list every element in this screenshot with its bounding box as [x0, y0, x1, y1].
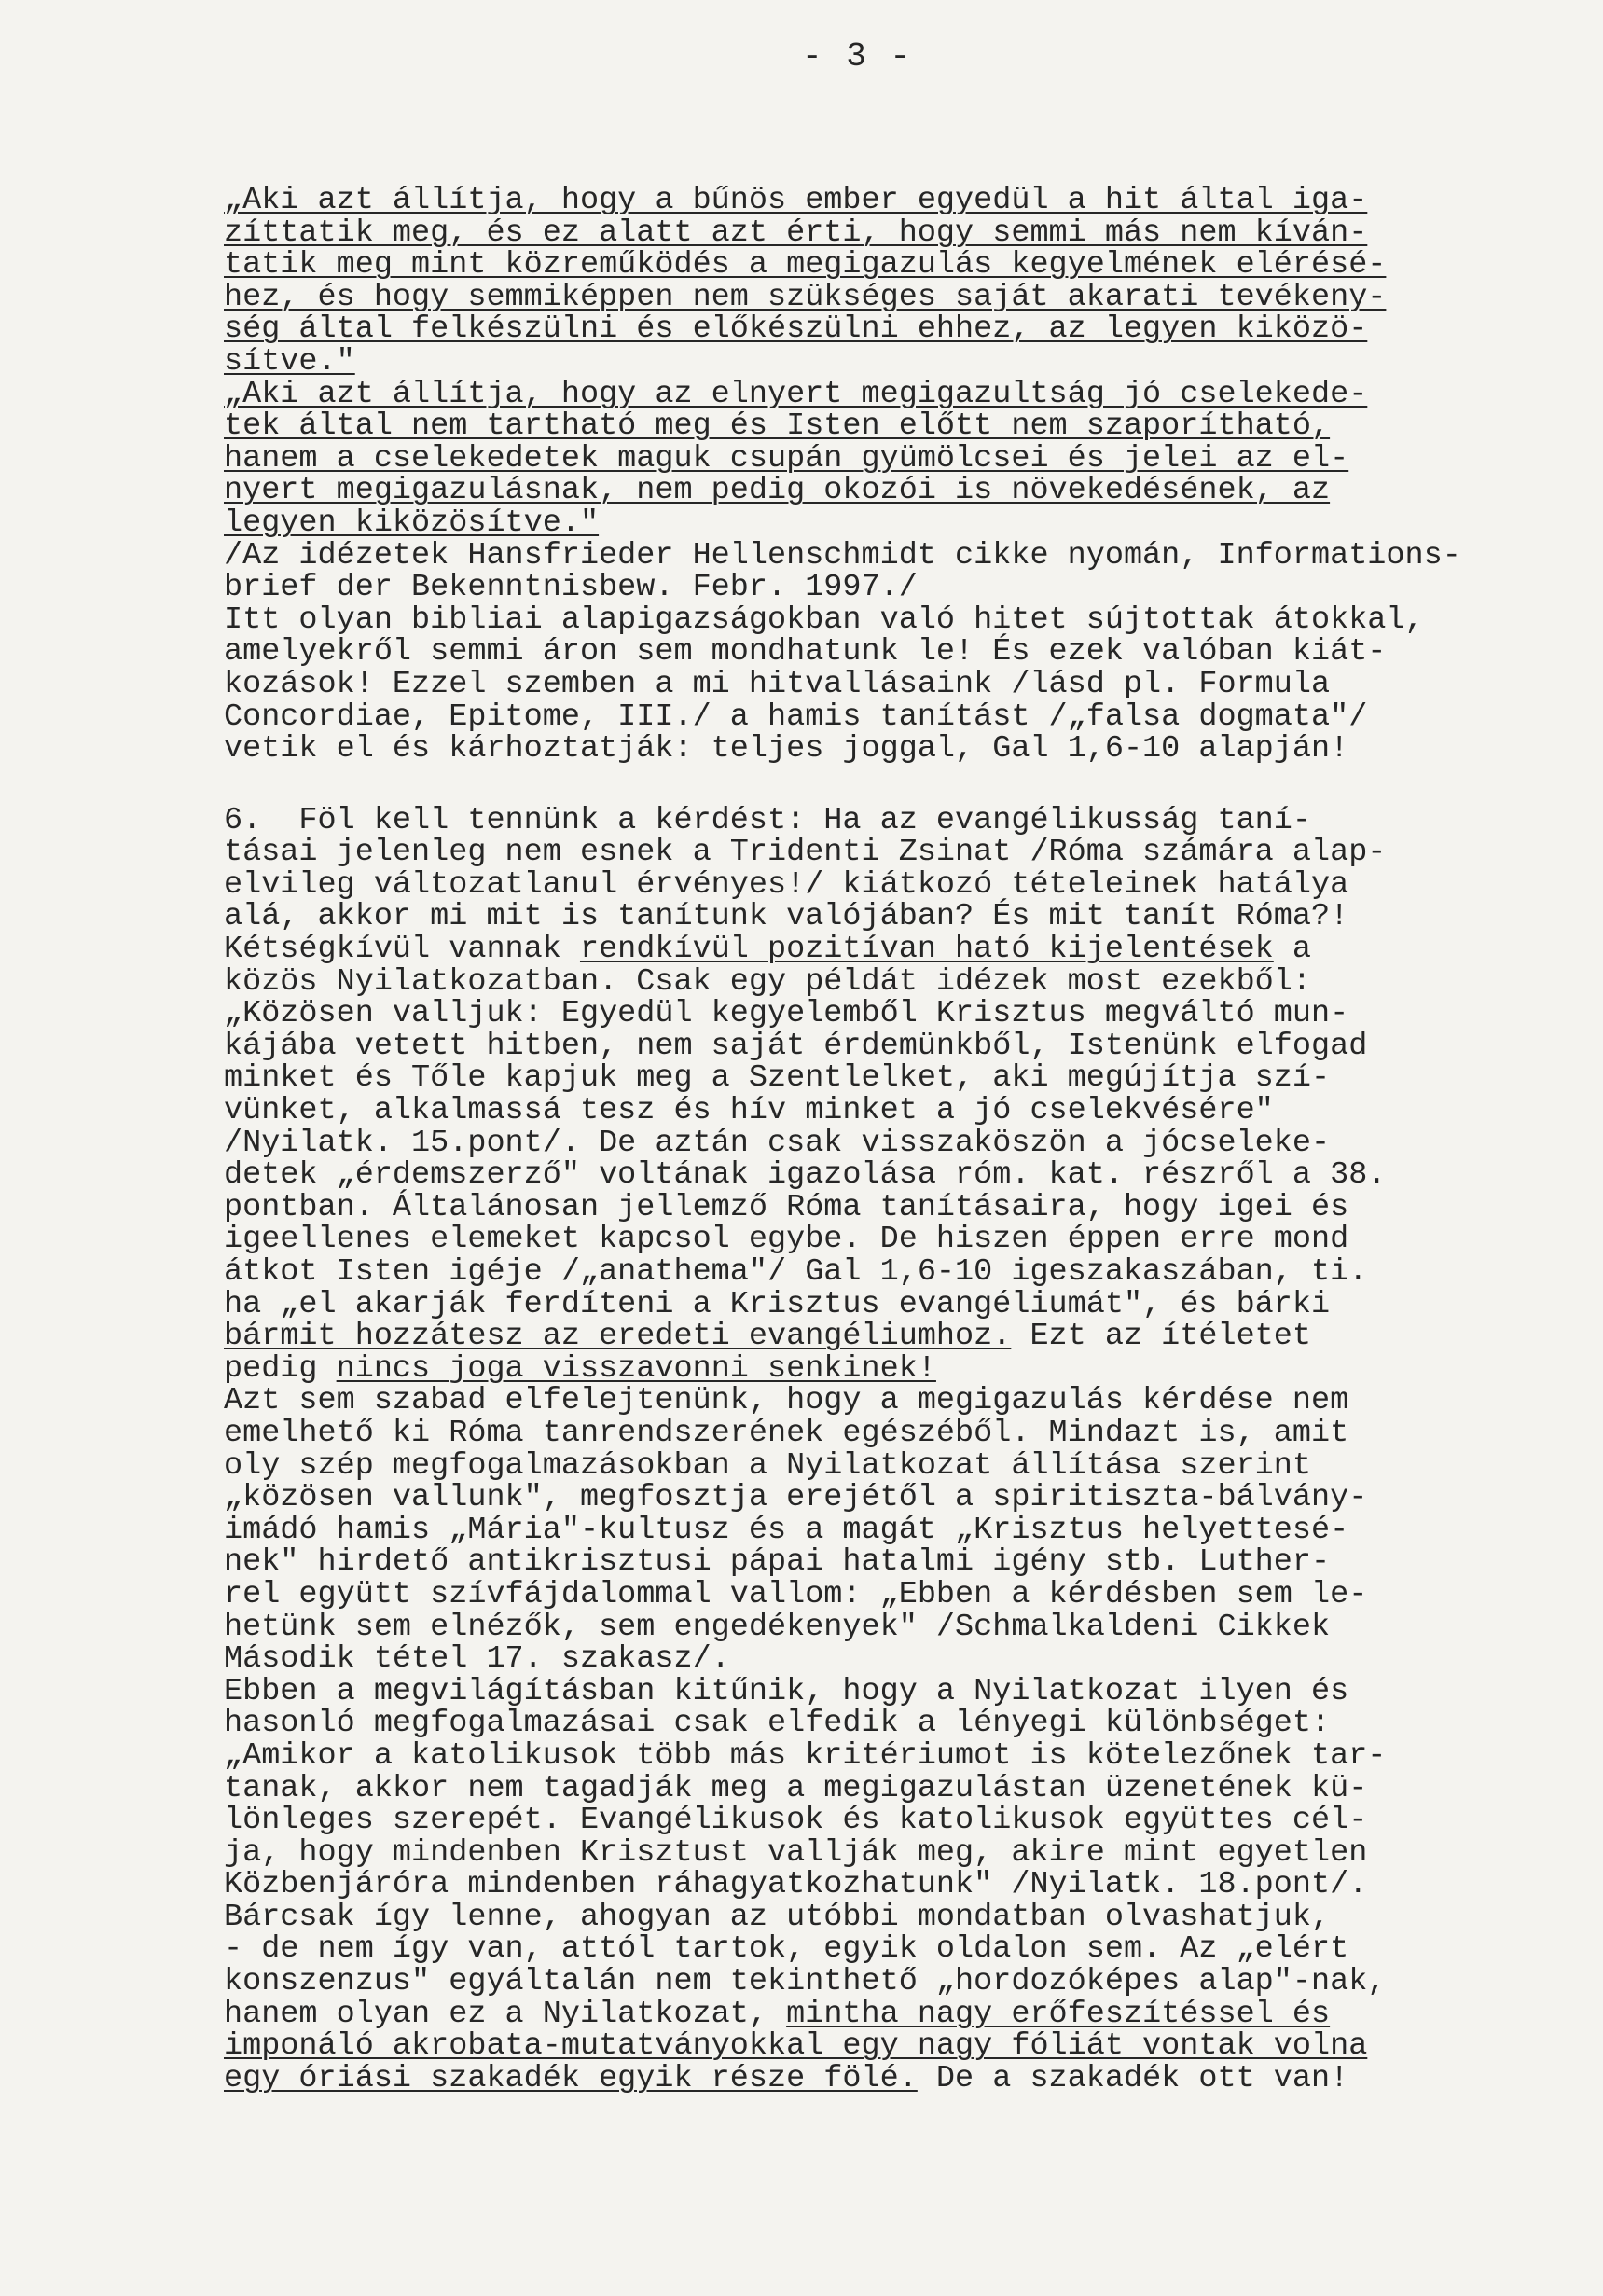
text-line: imponáló akrobata-mutatványokkal egy nagy fóliát vontak volna — [224, 2028, 1368, 2065]
text-line: - de nem így van, attól tartok, egyik oldalon sem. Az „elért — [224, 1931, 1349, 1968]
text-line: igeellenes elemeket kapcsol egybe. De hiszen éppen erre mond — [224, 1222, 1349, 1258]
text-line: Azt sem szabad elfelejtenünk, hogy a megigazulás kérdése nem — [224, 1383, 1349, 1419]
text-line: /Nyilatk. 15.pont/. De aztán csak visszaköszön a jócseleke- — [224, 1125, 1331, 1161]
text-line: ség által felkészülni és előkészülni ehhez, az legyen kiközö- — [224, 311, 1368, 348]
text-line: tatik meg mint közreműködés a megigazulás kegyelmének elérésé- — [224, 247, 1387, 284]
text-line: Itt olyan bibliai alapigazságokban való hitet sújtottak átokkal, — [224, 602, 1424, 638]
text-line: kozások! Ezzel szemben a mi hitvallásaink /lásd pl. Formula — [224, 666, 1331, 702]
text-line: pontban. Általánosan jellemző Róma tanításaira, hogy igei és — [224, 1189, 1349, 1225]
page-number: - 3 - — [802, 37, 913, 76]
text-line: „Közösen valljuk: Egyedül kegyelemből Krisztus megváltó mun- — [224, 996, 1349, 1032]
text-line: /Az idézetek Hansfrieder Hellenschmidt cikke nyomán, Informations- — [224, 537, 1461, 574]
text-line: hanem olyan ez a Nyilatkozat, mintha nagy erőfeszítéssel és — [224, 1996, 1331, 2032]
text-line: közös Nyilatkozatban. Csak egy példát idézek most ezekből: — [224, 963, 1311, 1000]
text-line: Ebben a megvilágításban kitűnik, hogy a Nyilatkozat ilyen és — [224, 1673, 1349, 1709]
text-line: 6. Föl kell tennünk a kérdést: Ha az evangélikusság taní- — [224, 802, 1311, 838]
text-line: minket és Tőle kapjuk meg a Szentlelket, aki megújítja szí- — [224, 1060, 1331, 1097]
text-line: Második tétel 17. szakasz/. — [224, 1641, 730, 1678]
text-line: hasonló megfogalmazásai csak elfedik a lényegi különbséget: — [224, 1706, 1331, 1742]
text-line: sítve." — [224, 343, 355, 380]
text-line: pedig nincs joga visszavonni senkinek! — [224, 1350, 936, 1387]
text-line: emelhető ki Róma tanrendszerének egészéből. Mindazt is, amit — [224, 1415, 1349, 1451]
text-line: „Aki azt állítja, hogy a bűnös ember egyedül a hit által iga- — [224, 183, 1368, 218]
text-line: tanak, akkor nem tagadják meg a megigazulástan üzenetének kü- — [224, 1770, 1368, 1806]
text-line: Concordiae, Epitome, III./ a hamis tanítást /„falsa dogmata"/ — [224, 698, 1368, 735]
text-line: hez, és hogy semmiképpen nem szükséges saját akarati tevékeny- — [224, 279, 1387, 315]
text-line: tek által nem tartható meg és Isten előtt nem szaporítható, — [224, 408, 1331, 445]
text-line: alá, akkor mi mit is tanítunk valójában? És mit tanít Róma?! — [224, 899, 1349, 935]
text-line: tásai jelenleg nem esnek a Tridenti Zsinat /Róma számára alap- — [224, 835, 1387, 871]
text-line: „közösen vallunk", megfosztja erejétől a spiritiszta-bálvány- — [224, 1480, 1368, 1516]
text-line: zíttatik meg, és ez alatt azt érti, hogy semmi más nem kíván- — [224, 214, 1368, 251]
text-line: imádó hamis „Mária"-kultusz és a magát „Krisztus helyettesé- — [224, 1512, 1349, 1548]
text-line: átkot Isten igéje /„anathema"/ Gal 1,6-10 igeszakaszában, ti. — [224, 1254, 1368, 1290]
text-line: hanem a cselekedetek maguk csupán gyümölcsei és jelei az el- — [224, 440, 1349, 477]
text-line: Kétségkívül vannak rendkívül pozitívan ható kijelentések a — [224, 932, 1312, 968]
text-line: „Aki azt állítja, hogy az elnyert megigazultság jó cselekede- — [224, 376, 1368, 412]
text-line: egy óriási szakadék egyik része fölé. De a szakadék ott van! — [224, 2060, 1349, 2096]
text-line: kájába vetett hitben, nem saját érdemünkből, Istenünk elfogad — [224, 1028, 1368, 1064]
text-line: amelyekről semmi áron sem mondhatunk le! És ezek valóban kiát- — [224, 634, 1387, 671]
document-body — [224, 185, 1567, 2095]
text-line: „Amikor a katolikusok több más kritériumot is kötelezőnek tar- — [224, 1737, 1387, 1774]
paragraph-gap — [224, 766, 1567, 805]
text-line: elvileg változatlanul érvényes!/ kiátkozó tételeinek hatálya — [224, 866, 1349, 903]
text-line: bármit hozzátesz az eredeti evangéliumhoz. Ezt az ítéletet — [224, 1319, 1311, 1355]
text-line: lönleges szerepét. Evangélikusok és katolikusok együttes cél- — [224, 1803, 1368, 1839]
text-line: ha „el akarják ferdíteni a Krisztus evangéliumát", és bárki — [224, 1286, 1331, 1322]
text-line: ja, hogy mindenben Krisztust vallják meg, akire mint egyetlen — [224, 1834, 1368, 1871]
text-line: vünket, alkalmassá tesz és hív minket a jó cselekvésére" — [224, 1093, 1274, 1129]
text-line: brief der Bekenntnisbew. Febr. 1997./ — [224, 570, 918, 606]
text-line: legyen kiközösítve." — [224, 505, 600, 541]
text-line: rel együtt szívfájdalommal vallom: „Ebben a kérdésben sem le- — [224, 1576, 1368, 1612]
text-line: oly szép megfogalmazásokban a Nyilatkozat állítása szerint — [224, 1447, 1311, 1484]
text-line: hetünk sem elnézők, sem engedékenyek" /Schmalkaldeni Cikkek — [224, 1609, 1331, 1645]
text-line: nyert megigazulásnak, nem pedig okozói is növekedésének, az — [224, 473, 1331, 509]
text-line: nek" hirdető antikrisztusi pápai hatalmi igény stb. Luther- — [224, 1544, 1331, 1581]
text-line: Közbenjáróra mindenben ráhagyatkozhatunk" /Nyilatk. 18.pont/. — [224, 1867, 1368, 1903]
text-line: detek „érdemszerző" voltának igazolása róm. kat. részről a 38. — [224, 1157, 1387, 1194]
text-line: konszenzus" egyáltalán nem tekinthető „hordozóképes alap"-nak, — [224, 1964, 1387, 2000]
text-line: Bárcsak így lenne, ahogyan az utóbbi mondatban olvashatjuk, — [224, 1899, 1331, 1935]
text-line: vetik el és kárhoztatják: teljes joggal, Gal 1,6-10 alapján! — [224, 731, 1349, 768]
